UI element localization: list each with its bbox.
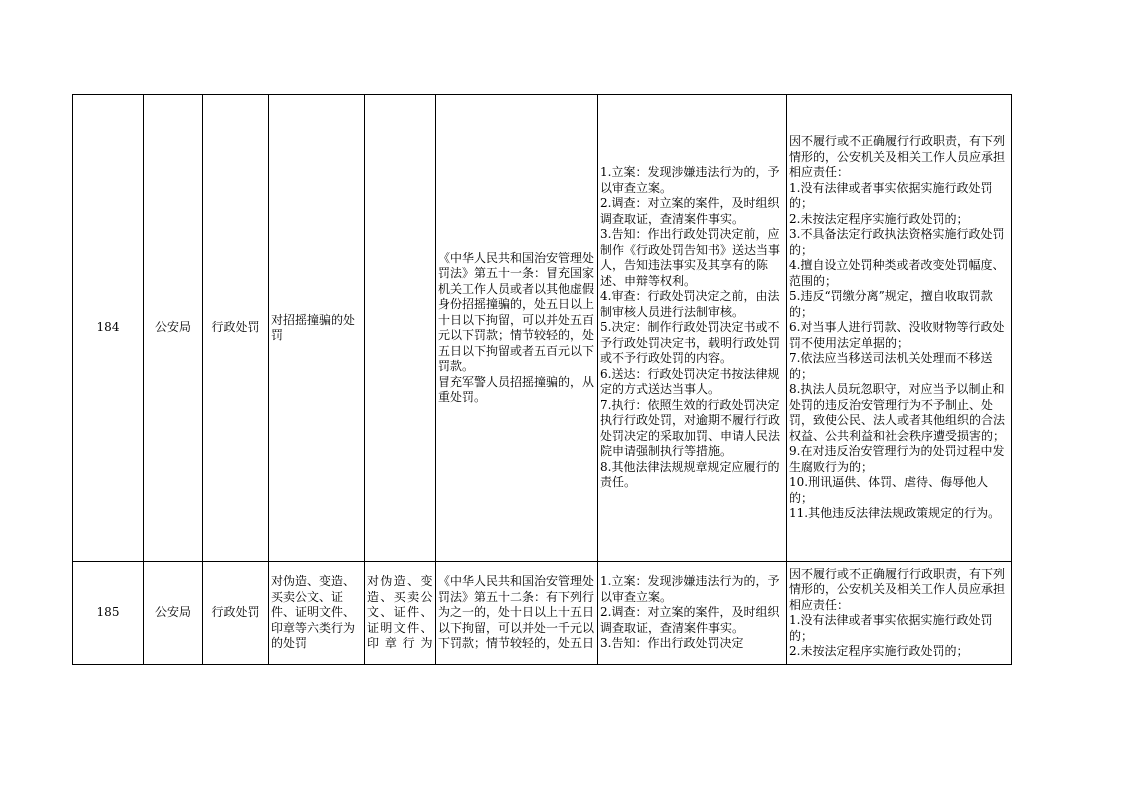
responsibility-line: 10.刑讯逼供、体罚、虐待、侮辱他人的；	[789, 475, 989, 505]
legal-basis-cell	[436, 562, 598, 665]
responsibility-line: 2.未按法定程序实施行政处罚的；	[789, 644, 969, 658]
power-type-cell: 行政处罚	[203, 562, 269, 665]
table-row	[73, 95, 1012, 562]
procedure-step: 3.告知：作出行政处罚决定	[600, 636, 744, 651]
row-number: 184	[73, 95, 144, 562]
responsibility-line: 因不履行或不正确履行行政职责，有下列情形的，公安机关及相关工作人员应承担相应责任：	[789, 566, 1006, 612]
procedure-step: 8.其他法律法规规章规定应履行的责任。	[600, 459, 780, 490]
responsibility-line: 9.在对违反治安管理行为的处罚过程中发生腐败行为的；	[789, 444, 1005, 474]
responsibility-line: 1.没有法律或者事实依据实施行政处罚的；	[789, 613, 993, 643]
procedure-step: 3.告知：作出行政处罚决定前，应制作《行政处罚告知书》送达当事人，告知违法事实及其享有的陈述、申辩等权利。	[600, 227, 781, 288]
responsibility-line: 11.其他违反法律法规政策规定的行为。	[789, 506, 1001, 521]
row-number: 185	[73, 562, 144, 665]
responsibility-table	[72, 94, 1012, 665]
procedure-step: 6.送达：行政处罚决定书按法律规定的方式送达当事人。	[600, 366, 780, 397]
procedure-step: 1.立案：发现涉嫌违法行为的，予以审查立案。	[600, 165, 780, 195]
procedure-cell	[598, 95, 787, 562]
responsibility-line: 6.对当事人进行罚款、没收财物等行政处罚不使用法定单据的；	[789, 320, 1005, 350]
procedure-cell	[598, 562, 787, 665]
responsibility-cell	[787, 95, 1012, 562]
responsibility-line: 5.违反“罚缴分离”规定，擅自收取罚款的；	[789, 289, 993, 319]
legal-basis-text: 《中华人民共和国治安管理处罚法》第五十一条：冒充国家机关工作人员或者以其他虚假身份招摇撞骗的，处五日以上十日以下拘留，可以并处五百元以下罚款；情节较轻的，处五日以下拘留或者五百元以下罚款。	[438, 250, 595, 373]
procedure-step: 7.执行：依照生效的行政处罚决定执行行政处罚，对逾期不履行行政处罚决定的采取加罚、申请人民法院申请强制执行等措施。	[600, 397, 781, 459]
legal-basis-text: 冒充军警人员招摇撞骗的，从重处罚。	[438, 374, 595, 404]
procedure-step: 4.审查：行政处罚决定之前，由法制审核人员进行法制审核。	[600, 289, 780, 319]
responsibility-line: 7.依法应当移送司法机关处理而不移送的；	[789, 351, 993, 381]
sub-item-cell: 对伪造、变造、买卖公文、证件、证明文件、印章行为	[365, 562, 436, 665]
legal-basis-cell	[436, 95, 598, 562]
legal-basis-text: 《中华人民共和国治安管理处罚法》第五十二条：有下列行为之一的，处十日以上十五日以下拘留，可以并处一千元以下罚款；情节较轻的，处五日	[438, 574, 595, 651]
procedure-step: 5.决定：制作行政处罚决定书或不予行政处罚决定书，载明行政处罚或不予行政处罚的内容。	[600, 320, 781, 366]
responsibility-line: 8.执法人员玩忽职守，对应当予以制止和处罚的违反治安管理行为不予制止、处罚，致使公民、法人或者其他组织的合法权益、公共利益和社会秩序遭受损害的；	[789, 382, 1006, 443]
item-name-cell: 对伪造、变造、买卖公文、证件、证明文件、印章等六类行为的处罚	[269, 562, 365, 665]
procedure-step: 2.调查：对立案的案件，及时组织调查取证，查清案件事实。	[600, 196, 780, 226]
department-cell: 公安局	[144, 95, 203, 562]
power-type-cell: 行政处罚	[203, 95, 269, 562]
item-name-cell: 对招摇撞骗的处罚	[269, 95, 365, 562]
procedure-step: 2.调查：对立案的案件，及时组织调查取证，查清案件事实。	[600, 605, 780, 635]
responsibility-line: 因不履行或不正确履行行政职责，有下列情形的，公安机关及相关工作人员应承担相应责任：	[789, 134, 1006, 180]
sub-item-cell	[365, 95, 436, 562]
responsibility-line: 3.不具备法定行政执法资格实施行政处罚的；	[789, 227, 1005, 257]
responsibility-line: 2.未按法定程序实施行政处罚的；	[789, 211, 969, 226]
table-row	[73, 562, 1012, 665]
procedure-step: 1.立案：发现涉嫌违法行为的，予以审查立案。	[600, 574, 780, 604]
responsibility-cell	[787, 562, 1012, 665]
responsibility-line: 1.没有法律或者事实依据实施行政处罚的；	[789, 180, 993, 211]
responsibility-line: 4.擅自设立处罚种类或者改变处罚幅度、范围的；	[789, 258, 1005, 288]
department-cell: 公安局	[144, 562, 203, 665]
